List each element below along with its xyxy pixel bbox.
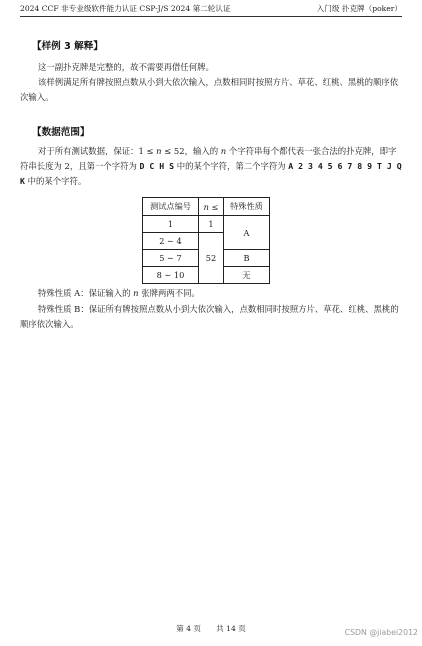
sample3-paragraph-1: 这一副扑克牌是完整的，故不需要再借任何牌。 [38, 62, 214, 72]
header-n-bound: n ≤ [199, 198, 224, 216]
property-b-text: 特殊性质 B：保证所有牌按照点数从小到大依次输入，点数相同时按照方片、草花、红桃、黑桃的顺序依次输入。 [20, 304, 399, 330]
sample3-heading: 【样例 3 解释】 [32, 41, 103, 52]
test-case-table [142, 197, 270, 284]
cell-property: A [224, 216, 270, 250]
header-title: 2024 CCF 非专业级软件能力认证 CSP-J/S 2024 第二轮认证 [20, 4, 231, 13]
suit-chars: D C H S [139, 161, 175, 172]
table-row [143, 216, 270, 233]
header-test-id: 测试点编号 [143, 198, 199, 216]
header-special-property: 特殊性质 [224, 198, 270, 216]
data-range-paragraph: 对于所有测试数据，保证：1 ≤ n ≤ 52，输入的 n 个字符串每个都代表一张合法的扑克牌，即字符串长度为 2，且第一个字符为 D C H S 中的某个字符，第二个字符为 A 2 3 4 5 6 7 8 9 T J Q K 中的某个字符。 [20, 146, 402, 187]
page-footer: 第 4 页 共 14 页 [176, 624, 246, 633]
page-header [20, 2, 402, 17]
watermark: CSDN @jiabei2012 [344, 628, 418, 637]
cell-test-id: 2 ∼ 4 [143, 233, 199, 250]
rank-chars: A 2 3 4 5 6 7 8 9 T J Q K [20, 161, 402, 187]
cell-n-bound: 52 [199, 233, 224, 284]
cell-test-id: 1 [143, 216, 199, 233]
cell-property: 无 [224, 267, 270, 284]
cell-test-id: 8 ∼ 10 [143, 267, 199, 284]
data-range-heading: 【数据范围】 [32, 127, 90, 138]
cell-property: B [224, 250, 270, 267]
property-a-text: 特殊性质 A：保证输入的 n 张牌两两不同。 [38, 288, 200, 298]
header-problem-name: 入门级 扑克牌（poker） [316, 4, 402, 13]
table-header-row [143, 198, 270, 216]
sample3-paragraph-2: 该样例满足所有牌按照点数从小到大依次输入，点数相同时按照方片、草花、红桃、黑桃的顺序依次输入。 [20, 77, 399, 103]
cell-n-bound: 1 [199, 216, 224, 233]
cell-test-id: 5 ∼ 7 [143, 250, 199, 267]
